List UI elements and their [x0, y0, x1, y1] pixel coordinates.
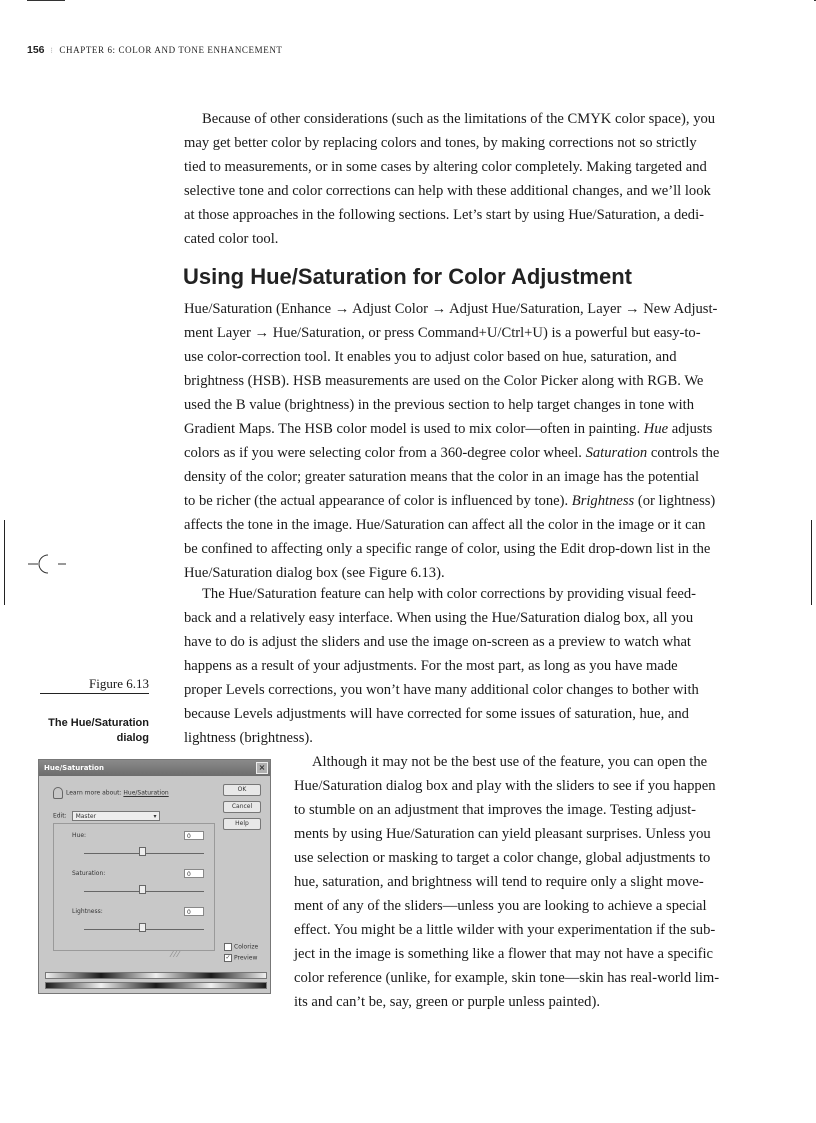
dialog-title-bar: [39, 760, 270, 776]
text-line: ments by using Hue/Saturation can yield pleasant surprises. Unless you: [294, 826, 711, 842]
dialog-title: Hue/Saturation: [44, 764, 104, 772]
text-line: ment Layer → Hue/Saturation, or press Command+U/Ctrl+U) is a powerful but easy-to-: [184, 325, 701, 341]
checkmark-icon: ✓: [225, 954, 231, 961]
eyedropper-icons: ⁄⁄⁄: [171, 950, 182, 959]
running-head: [27, 44, 283, 56]
text-line: brightness (HSB). HSB measurements are used on the Color Picker along with RGB. We: [184, 373, 704, 389]
lightness-label: Lightness:: [72, 908, 103, 915]
text-line: its and can’t be, say, green or purple unless painted).: [294, 994, 600, 1010]
term-hue: Hue: [643, 421, 669, 437]
text-line: [184, 417, 736, 441]
chevron-down-icon: ▾: [153, 813, 157, 820]
feedback-paragraph: [184, 582, 736, 750]
preview-checkbox: [224, 954, 257, 962]
crop-mark-top-left: [27, 0, 65, 1]
text-line: Hue/Saturation dialog box and play with the sliders to see if you happen: [294, 778, 716, 794]
text-line: use selection or masking to target a color change, global adjustments to: [294, 850, 711, 866]
text-segment: Gradient Maps. The HSB color model is used to mix color—often in painting.: [184, 421, 644, 437]
text-line: tied to measurements, or in some cases by altering color completely. Making targeted and: [184, 159, 707, 175]
text-line: at those approaches in the following sections. Let’s start by using Hue/Saturation, a dedi-: [184, 207, 704, 223]
text-line: proper Levels corrections, you won’t have many additional color changes to bother with: [184, 682, 699, 698]
text-line: may get better color by replacing colors and tones, by making corrections not so strictly: [184, 135, 697, 151]
text-line: [184, 441, 736, 465]
text-line: back and a relatively easy interface. When using the Hue/Saturation dialog box, all you: [184, 610, 694, 626]
learn-more-label: Learn more about:: [66, 789, 124, 797]
running-head-separator: ⁝: [50, 46, 54, 55]
chapter-title: CHAPTER 6: COLOR AND TONE ENHANCEMENT: [59, 45, 283, 55]
text-segment: colors as if you were selecting color from a 360-degree color wheel.: [184, 445, 586, 461]
saturation-label: Saturation:: [72, 870, 106, 877]
text-line: effect. You might be a little wilder with your experimentation if the sub-: [294, 922, 716, 938]
page-number: 156: [27, 44, 45, 56]
trim-mark-left: [4, 520, 5, 605]
section-heading: Using Hue/Saturation for Color Adjustment: [183, 264, 632, 289]
text-segment: to be richer (the actual appearance of color is influenced by tone).: [184, 493, 572, 509]
cancel-button: Cancel: [223, 801, 261, 813]
text-line: used the B value (brightness) in the previous section to help target changes in tone with: [184, 397, 694, 413]
hue-saturation-paragraph: [184, 297, 736, 585]
color-bar-input: [45, 972, 267, 979]
text-line: The Hue/Saturation feature can help with color corrections by providing visual feed-: [202, 586, 696, 602]
checkbox-icon: [224, 943, 232, 951]
text-line: because Levels adjustments will have corrected for some issues of saturation, hue, and: [184, 706, 689, 722]
edit-label: Edit:: [53, 812, 67, 820]
edit-select-value: Master: [75, 813, 97, 820]
text-line: affects the tone in the image. Hue/Saturation can affect all the color in the image or it can: [184, 517, 706, 533]
slider-group: [53, 823, 215, 951]
text-line: have to do is adjust the sliders and use the image on-screen as a preview to watch what: [184, 634, 691, 650]
lightbulb-icon: [53, 787, 63, 799]
hue-slider-thumb: [139, 847, 146, 856]
text-segment: controls the: [647, 445, 720, 461]
text-line: density of the color; greater saturation means that the color in an image has the potential: [184, 469, 700, 485]
text-segment: adjusts: [668, 421, 713, 437]
hue-value: 0: [184, 831, 204, 840]
term-saturation: Saturation: [585, 445, 648, 461]
trim-mark-right: [811, 520, 812, 605]
learn-more-link: Hue/Saturation: [123, 789, 169, 797]
edit-row: [53, 811, 160, 821]
color-bar-output: [45, 982, 267, 989]
lightness-value: 0: [184, 907, 204, 916]
lightness-slider-thumb: [139, 923, 146, 932]
text-line: happens as a result of your adjustments. For the most part, as long as you have made: [184, 658, 678, 674]
text-line: Hue/Saturation (Enhance → Adjust Color → Adjust Hue/Saturation, Layer → New Adjust-: [184, 301, 718, 317]
text-line: selective tone and color corrections can help with these additional changes, and we’ll look: [184, 183, 711, 199]
hue-saturation-dialog-screenshot: [38, 759, 271, 994]
edit-select: [72, 811, 160, 821]
registration-mark-icon: [28, 550, 68, 578]
text-segment: (or lightness): [634, 493, 716, 509]
text-line: Hue/Saturation dialog box (see Figure 6.13).: [184, 565, 445, 581]
text-line: lightness (brightness).: [184, 730, 313, 746]
text-line: use color-correction tool. It enables you to adjust color based on hue, saturation, and: [184, 349, 677, 365]
figure-title-line: The Hue/Saturation: [48, 717, 149, 729]
colorize-label: Colorize: [234, 943, 259, 951]
text-line: Because of other considerations (such as the limitations of the CMYK color space), you: [202, 111, 716, 127]
text-line: ment of any of the sliders—unless you are looking to achieve a special: [294, 898, 707, 914]
term-brightness: Brightness: [571, 493, 635, 509]
intro-paragraph: [184, 107, 736, 251]
text-line: [184, 489, 736, 513]
text-line: ject in the image is something like a flower that may not have a specific: [294, 946, 714, 962]
text-line: Although it may not be the best use of the feature, you can open the: [312, 754, 708, 770]
help-button: Help: [223, 818, 261, 830]
hue-label: Hue:: [72, 832, 87, 839]
learn-more-row: [53, 787, 169, 799]
text-line: to stumble on an adjustment that improves the image. Testing adjust-: [294, 802, 696, 818]
ok-button: OK: [223, 784, 261, 796]
experiment-paragraph: [294, 750, 736, 1014]
close-icon: ×: [256, 762, 268, 774]
figure-title-line: dialog: [116, 732, 149, 744]
figure-number: Figure 6.13: [40, 676, 149, 694]
text-line: hue, saturation, and brightness will tend to require only a slight move-: [294, 874, 704, 890]
preview-label: Preview: [234, 954, 258, 962]
colorize-checkbox: [224, 943, 258, 951]
saturation-value: 0: [184, 869, 204, 878]
figure-title: [40, 716, 149, 746]
text-line: cated color tool.: [184, 231, 279, 247]
text-line: color reference (unlike, for example, skin tone—skin has real-world lim-: [294, 970, 720, 986]
saturation-slider-thumb: [139, 885, 146, 894]
text-line: be confined to affecting only a specific range of color, using the Edit drop-down list in the: [184, 541, 711, 557]
